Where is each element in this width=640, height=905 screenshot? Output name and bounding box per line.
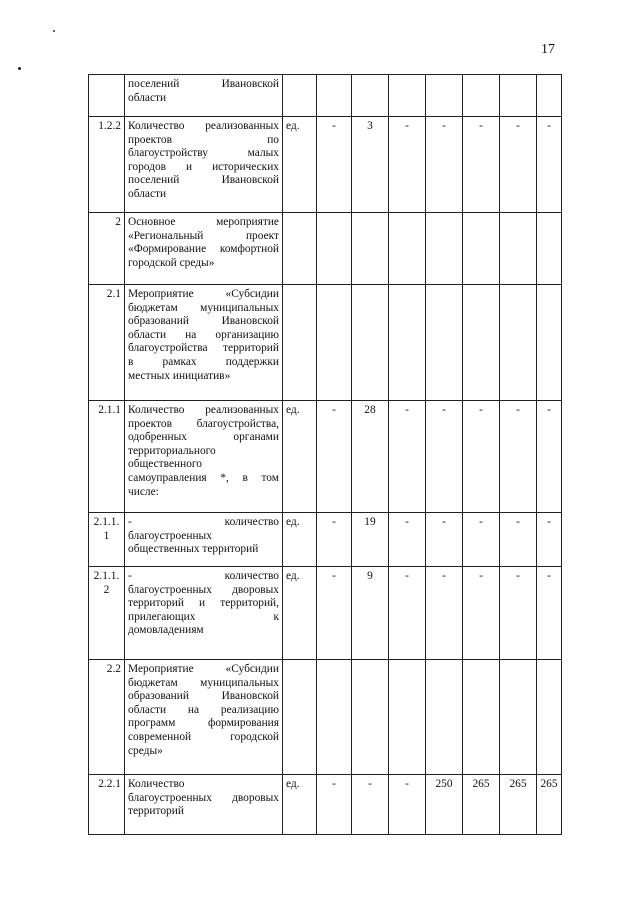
value-cell: - bbox=[426, 401, 463, 513]
value-cell bbox=[426, 660, 463, 775]
indicator-name: Количество реализованных проектов по благоустройству малых городов и исторических поселений Ивановской области bbox=[125, 117, 283, 213]
value-cell bbox=[317, 213, 352, 285]
page-number: 17 bbox=[541, 42, 555, 57]
table-row bbox=[89, 401, 562, 513]
value-cell: - bbox=[317, 775, 352, 835]
unit-cell bbox=[283, 285, 317, 401]
value-cell: - bbox=[500, 117, 537, 213]
value-cell bbox=[537, 213, 562, 285]
value-cell: - bbox=[537, 117, 562, 213]
value-cell: - bbox=[426, 567, 463, 660]
row-number: 2.1 bbox=[89, 285, 125, 401]
value-cell bbox=[463, 660, 500, 775]
value-cell: 9 bbox=[352, 567, 389, 660]
table-row bbox=[89, 513, 562, 567]
value-cell: - bbox=[463, 117, 500, 213]
unit-cell: ед. bbox=[283, 567, 317, 660]
table-row bbox=[89, 775, 562, 835]
unit-cell bbox=[283, 213, 317, 285]
value-cell: 250 bbox=[426, 775, 463, 835]
value-cell bbox=[463, 213, 500, 285]
value-cell: - bbox=[537, 513, 562, 567]
unit-cell: ед. bbox=[283, 117, 317, 213]
value-cell: - bbox=[317, 567, 352, 660]
value-cell bbox=[500, 213, 537, 285]
indicator-name: поселений Ивановской области bbox=[125, 75, 283, 117]
row-number: 2.1.1. 2 bbox=[89, 567, 125, 660]
value-cell: 265 bbox=[500, 775, 537, 835]
row-number: 2 bbox=[89, 213, 125, 285]
row-number: 2.1.1 bbox=[89, 401, 125, 513]
unit-cell: ед. bbox=[283, 401, 317, 513]
value-cell bbox=[317, 285, 352, 401]
row-number: 2.2.1 bbox=[89, 775, 125, 835]
value-cell: - bbox=[389, 775, 426, 835]
value-cell: - bbox=[463, 513, 500, 567]
scan-speck bbox=[53, 30, 55, 32]
row-number: 1.2.2 bbox=[89, 117, 125, 213]
value-cell bbox=[389, 75, 426, 117]
value-cell: - bbox=[463, 567, 500, 660]
value-cell bbox=[389, 285, 426, 401]
indicators-table bbox=[88, 74, 562, 835]
value-cell: - bbox=[500, 401, 537, 513]
value-cell: 3 bbox=[352, 117, 389, 213]
value-cell bbox=[500, 75, 537, 117]
value-cell bbox=[426, 75, 463, 117]
table-row bbox=[89, 213, 562, 285]
scan-speck bbox=[18, 67, 21, 70]
indicator-name: Основное мероприятие «Региональный проект «Формирование комфортной городской среды» bbox=[125, 213, 283, 285]
table-row bbox=[89, 75, 562, 117]
value-cell: - bbox=[317, 513, 352, 567]
indicator-name: Мероприятие «Субсидии бюджетам муниципальных образований Ивановской области на реализацию программ формирования современной городской среды» bbox=[125, 660, 283, 775]
value-cell: - bbox=[389, 567, 426, 660]
row-number: 2.1.1. 1 bbox=[89, 513, 125, 567]
value-cell: 19 bbox=[352, 513, 389, 567]
value-cell: - bbox=[389, 117, 426, 213]
value-cell: - bbox=[500, 513, 537, 567]
indicator-name: Количество благоустроенных дворовых территорий bbox=[125, 775, 283, 835]
value-cell bbox=[463, 75, 500, 117]
value-cell bbox=[317, 75, 352, 117]
table-row bbox=[89, 567, 562, 660]
value-cell bbox=[352, 660, 389, 775]
row-number bbox=[89, 75, 125, 117]
value-cell: - bbox=[389, 513, 426, 567]
value-cell: - bbox=[317, 401, 352, 513]
value-cell: - bbox=[352, 775, 389, 835]
value-cell bbox=[537, 75, 562, 117]
value-cell bbox=[389, 660, 426, 775]
value-cell bbox=[537, 285, 562, 401]
value-cell bbox=[352, 75, 389, 117]
indicator-name: Количество реализованных проектов благоустройства, одобренных органами территориального общественного самоуправления *, в том числе: bbox=[125, 401, 283, 513]
value-cell: - bbox=[537, 401, 562, 513]
value-cell: - bbox=[389, 401, 426, 513]
value-cell bbox=[352, 213, 389, 285]
value-cell bbox=[463, 285, 500, 401]
indicator-name: - количество благоустроенных общественных территорий bbox=[125, 513, 283, 567]
value-cell: - bbox=[426, 117, 463, 213]
value-cell bbox=[426, 213, 463, 285]
indicator-name: - количество благоустроенных дворовых территорий и территорий, прилегающих к домовладениям bbox=[125, 567, 283, 660]
unit-cell: ед. bbox=[283, 513, 317, 567]
value-cell: 265 bbox=[463, 775, 500, 835]
value-cell bbox=[389, 213, 426, 285]
value-cell: 28 bbox=[352, 401, 389, 513]
indicator-name: Мероприятие «Субсидии бюджетам муниципальных образований Ивановской области на организацию благоустройства территорий в рамках поддержки местных инициатив» bbox=[125, 285, 283, 401]
unit-cell bbox=[283, 660, 317, 775]
value-cell bbox=[500, 660, 537, 775]
value-cell: 265 bbox=[537, 775, 562, 835]
value-cell: - bbox=[463, 401, 500, 513]
table-row bbox=[89, 117, 562, 213]
row-number: 2.2 bbox=[89, 660, 125, 775]
table-row bbox=[89, 285, 562, 401]
value-cell: - bbox=[426, 513, 463, 567]
value-cell bbox=[426, 285, 463, 401]
value-cell bbox=[352, 285, 389, 401]
value-cell bbox=[317, 660, 352, 775]
value-cell: - bbox=[500, 567, 537, 660]
value-cell bbox=[537, 660, 562, 775]
table-row bbox=[89, 660, 562, 775]
value-cell: - bbox=[317, 117, 352, 213]
unit-cell bbox=[283, 75, 317, 117]
value-cell: - bbox=[537, 567, 562, 660]
value-cell bbox=[500, 285, 537, 401]
unit-cell: ед. bbox=[283, 775, 317, 835]
